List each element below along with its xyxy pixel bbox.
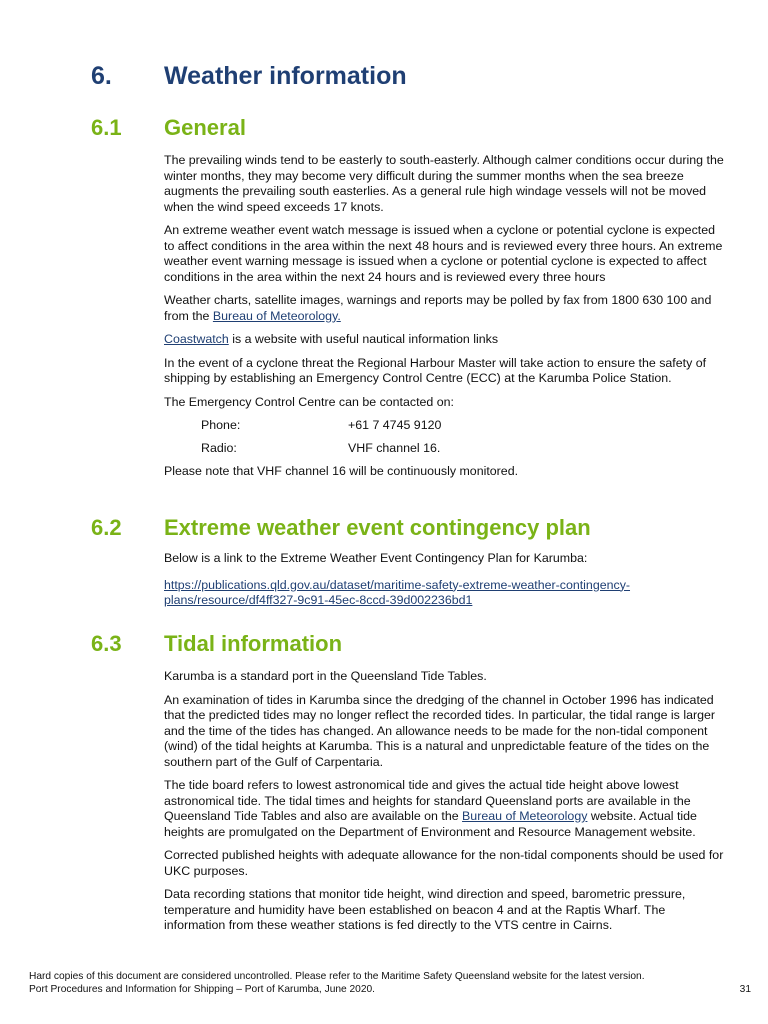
footer-row (29, 983, 751, 996)
contact-row-phone (164, 418, 724, 434)
section-number: 6. (91, 62, 112, 90)
paragraph (164, 332, 724, 348)
section-6-3-heading (91, 630, 342, 658)
paragraph: The prevailing winds tend to be easterly to south-easterly. Although calmer conditions occur during the winter months, they may become very difficult during the summer months when the sea breeze augments the prevailing south easterlies. As a general rule high windage vessels will not be moved when the wind speed exceeds 17 knots. (164, 153, 724, 214)
paragraph-text: Weather charts, satellite images, warnings and reports may be polled by fax from 1800 630 100 and from the (164, 293, 712, 323)
section-title: General (164, 115, 246, 140)
section-number: 6.1 (91, 115, 122, 140)
contingency-plan-link[interactable] (164, 578, 630, 608)
section-6-heading (91, 60, 407, 92)
page-footer (29, 970, 751, 996)
paragraph: In the event of a cyclone threat the Regional Harbour Master will take action to ensure the safety of shipping by establishing an Emergency Control Centre (ECC) at the Karumba Police Station. (164, 355, 707, 385)
bureau-of-meteorology-link[interactable]: Bureau of Meteorology. (212, 308, 341, 323)
paragraph-text: is a website with useful nautical information links (228, 332, 499, 346)
page-number: 31 (739, 984, 751, 995)
section-6-3-body (164, 669, 724, 942)
contact-label: Radio: (201, 440, 237, 455)
paragraph: Karumba is a standard port in the Queensland Tide Tables. (164, 669, 487, 683)
paragraph: An examination of tides in Karumba since the dredging of the channel in October 1996 has indicated that the predicted tides may no longer reflect the recorded tides. In particular, the tidal range is larger and the time of the tides has changed. An allowance needs to be made for the non-tidal component (wind) of the tidal heights at Karumba. This is a natural and unpredictable feature of the tides on the southern part of the Gulf of Carpentaria. (164, 692, 716, 769)
paragraph: The Emergency Control Centre can be contacted on: (164, 394, 454, 409)
paragraph-text: website. Actual tide heights are promulgated on the Department of Environment and Resource Management website. (164, 809, 697, 839)
contact-value: +61 7 4745 9120 (348, 418, 442, 432)
link-text-line: plans/resource/df4ff327-9c91-45ec-8ccd-39d002236bd1 (164, 593, 473, 607)
section-title: Tidal information (164, 631, 343, 656)
paragraph (164, 578, 724, 609)
section-6-1-body (164, 153, 724, 488)
paragraph-text: The tide board refers to lowest astronomical tide and gives the actual tide height above lowest astronomical tide. The tidal times and heights for standard Queensland ports are available in the Queensland Tide Tables and also are available on the (164, 778, 691, 823)
paragraph: Corrected published heights with adequate allowance for the non-tidal components should be used for UKC purposes. (164, 848, 724, 878)
section-6-2-body (164, 551, 724, 617)
section-6-1-heading (91, 114, 246, 142)
bureau-of-meteorology-link[interactable]: Bureau of Meteorology (462, 809, 588, 823)
paragraph: An extreme weather event watch message is issued when a cyclone or potential cyclone is expected to affect conditions in the area within the next 48 hours and is reviewed every three hours. An extreme weather event warning message is issued when a cyclone or potential cyclone is expected to affect conditions in the area within the next 24 hours and is reviewed every three hours (164, 223, 723, 284)
section-number: 6.2 (91, 515, 122, 540)
contact-row-radio (164, 441, 724, 457)
footer-document-title: Port Procedures and Information for Shipping – Port of Karumba, June 2020. (29, 984, 376, 995)
paragraph: Below is a link to the Extreme Weather Event Contingency Plan for Karumba: (164, 551, 588, 565)
section-6-2-heading (91, 514, 591, 542)
paragraph: Data recording stations that monitor tide height, wind direction and speed, barometric pressure, temperature and humidity have been established on beacon 4 and at the Raptis Wharf. The information from these weather stations is fed directly to the VTS centre in Cairns. (164, 887, 686, 932)
link-text-line: https://publications.qld.gov.au/dataset/maritime-safety-extreme-weather-contingency- (164, 577, 631, 592)
section-number: 6.3 (91, 631, 122, 656)
paragraph (164, 293, 724, 324)
footer-disclaimer: Hard copies of this document are considered uncontrolled. Please refer to the Maritime Safety Queensland website for the latest version. (29, 971, 645, 982)
coastwatch-link[interactable]: Coastwatch (164, 332, 229, 346)
contact-list (164, 418, 724, 456)
section-title: Weather information (164, 62, 407, 90)
paragraph: Please note that VHF channel 16 will be continuously monitored. (164, 464, 519, 478)
paragraph (164, 778, 724, 840)
contact-value: VHF channel 16. (348, 440, 441, 455)
section-title: Extreme weather event contingency plan (164, 515, 591, 540)
contact-label: Phone: (201, 418, 241, 432)
